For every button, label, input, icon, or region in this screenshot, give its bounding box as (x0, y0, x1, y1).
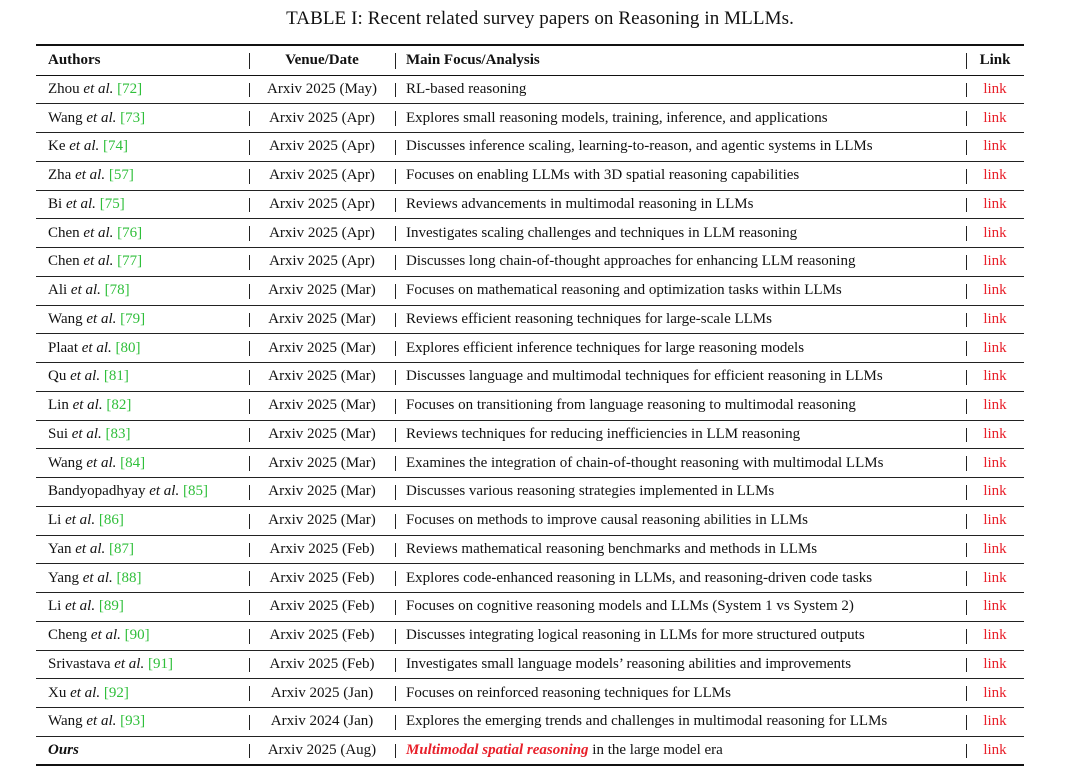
paper-link[interactable]: link (983, 483, 1007, 500)
author-cell (36, 391, 249, 420)
author-cell (36, 363, 249, 392)
venue-cell: Arxiv 2025 (Feb) (249, 650, 395, 679)
et-al: et al. (86, 109, 117, 126)
author-name: Bi (48, 195, 63, 212)
author-name: Zhou (48, 80, 80, 97)
et-al: et al. (83, 253, 114, 270)
author-name: Cheng (48, 627, 88, 644)
et-al: et al. (69, 138, 100, 155)
author-name: Yan (48, 540, 72, 557)
focus-cell: Focuses on enabling LLMs with 3D spatial reasoning capabilities (395, 161, 966, 190)
venue-cell: Arxiv 2025 (May) (249, 75, 395, 104)
ours-name: Ours (48, 741, 79, 758)
link-cell (966, 708, 1024, 737)
citation-number[interactable]: 78 (109, 282, 125, 299)
citation-link[interactable]: [93] (120, 713, 146, 730)
table-row (36, 650, 1024, 679)
author-name: Xu (48, 684, 67, 701)
author-cell (36, 420, 249, 449)
et-al: et al. (86, 310, 117, 327)
citation-link[interactable]: [87] (109, 540, 134, 557)
citation-number[interactable]: 73 (125, 109, 141, 126)
ours-focus-highlight: Multimodal spatial reasoning (406, 741, 589, 758)
venue-cell: Arxiv 2025 (Jan) (249, 679, 395, 708)
venue-cell: Arxiv 2025 (Apr) (249, 219, 395, 248)
venue-cell: Arxiv 2025 (Apr) (249, 161, 395, 190)
focus-cell: Explores efficient inference techniques for large reasoning models (395, 334, 966, 363)
table-row (36, 75, 1024, 104)
author-cell (36, 506, 249, 535)
paper-link[interactable]: link (983, 569, 1007, 586)
et-al: et al. (70, 368, 101, 385)
et-al: et al. (65, 195, 96, 212)
author-cell (36, 679, 249, 708)
paper-link[interactable]: link (983, 282, 1007, 299)
focus-cell: Focuses on reinforced reasoning techniques for LLMs (395, 679, 966, 708)
et-al: et al. (65, 598, 96, 615)
focus-cell: Discusses long chain-of-thought approaches for enhancing LLM reasoning (395, 248, 966, 277)
ours-focus-cell (395, 736, 966, 765)
author-cell (36, 593, 249, 622)
author-name: Wang (48, 454, 83, 471)
author-cell (36, 190, 249, 219)
venue-cell: Arxiv 2025 (Mar) (249, 420, 395, 449)
paper-link[interactable]: link (983, 454, 1007, 471)
citation-number[interactable]: 74 (108, 138, 123, 155)
author-cell (36, 161, 249, 190)
citation-link[interactable]: [86] (98, 512, 124, 529)
link-cell (966, 75, 1024, 104)
focus-cell: Discusses language and multimodal techniques for efficient reasoning in LLMs (395, 363, 966, 392)
survey-table (36, 44, 1024, 766)
author-name: Yang (48, 569, 79, 586)
table-row (36, 363, 1024, 392)
citation-number[interactable]: 77 (122, 253, 138, 270)
citation-number[interactable]: 90 (129, 627, 145, 644)
author-cell (36, 75, 249, 104)
citation-link[interactable]: [76] (117, 224, 143, 241)
author-cell (36, 650, 249, 679)
citation-number[interactable]: 72 (122, 80, 138, 97)
venue-cell: Arxiv 2025 (Feb) (249, 535, 395, 564)
ours-link-cell (966, 736, 1024, 765)
citation-number[interactable]: 79 (125, 310, 141, 327)
citation-number[interactable]: 88 (121, 569, 137, 586)
author-cell (36, 276, 249, 305)
paper-link[interactable]: link (983, 368, 1007, 385)
paper-link[interactable]: link (983, 655, 1007, 672)
link-cell (966, 305, 1024, 334)
link-cell (966, 564, 1024, 593)
et-al: et al. (114, 655, 145, 672)
author-name: Li (48, 512, 62, 529)
link-cell (966, 276, 1024, 305)
link-cell (966, 621, 1024, 650)
citation-link[interactable]: [72] (117, 80, 143, 97)
table-row (36, 593, 1024, 622)
paper-link[interactable]: link (983, 540, 1007, 557)
citation-number[interactable]: 81 (108, 368, 124, 385)
citation-number[interactable]: 92 (108, 684, 124, 701)
table-row (36, 190, 1024, 219)
citation-link[interactable]: [91] (147, 655, 173, 672)
link-cell (966, 161, 1024, 190)
link-cell (966, 219, 1024, 248)
link-cell (966, 363, 1024, 392)
citation-number[interactable]: 80 (120, 339, 136, 356)
et-al: et al. (149, 483, 180, 500)
citation-link[interactable]: [73] (120, 109, 146, 126)
link-cell (966, 420, 1024, 449)
header-authors: Authors (36, 45, 249, 75)
focus-cell: Discusses integrating logical reasoning in LLMs for more structured outputs (395, 621, 966, 650)
focus-cell: Reviews mathematical reasoning benchmarks and methods in LLMs (395, 535, 966, 564)
header-link: Link (966, 45, 1024, 75)
link-cell (966, 478, 1024, 507)
table-row (36, 161, 1024, 190)
author-cell (36, 334, 249, 363)
author-cell (36, 248, 249, 277)
venue-cell: Arxiv 2025 (Apr) (249, 133, 395, 162)
venue-cell: Arxiv 2025 (Feb) (249, 564, 395, 593)
venue-cell: Arxiv 2025 (Mar) (249, 391, 395, 420)
venue-cell: Arxiv 2025 (Mar) (249, 363, 395, 392)
paper-link[interactable]: link (983, 741, 1007, 758)
author-cell (36, 133, 249, 162)
focus-cell: Focuses on transitioning from language reasoning to multimodal reasoning (395, 391, 966, 420)
author-cell (36, 535, 249, 564)
citation-link[interactable]: [57] (108, 167, 134, 184)
table-row (36, 535, 1024, 564)
header-focus: Main Focus/Analysis (395, 45, 966, 75)
author-name: Plaat (48, 339, 78, 356)
citation-number[interactable]: 89 (103, 598, 119, 615)
link-cell (966, 506, 1024, 535)
author-name: Qu (48, 368, 67, 385)
et-al: et al. (81, 339, 112, 356)
link-cell (966, 190, 1024, 219)
author-cell (36, 305, 249, 334)
ours-venue-cell: Arxiv 2025 (Aug) (249, 736, 395, 765)
focus-cell: Discusses various reasoning strategies implemented in LLMs (395, 478, 966, 507)
author-name: Wang (48, 109, 83, 126)
author-name: Ke (48, 138, 66, 155)
et-al: et al. (83, 80, 114, 97)
paper-link[interactable]: link (983, 713, 1007, 730)
paper-link[interactable]: link (983, 397, 1007, 414)
author-cell (36, 621, 249, 650)
citation-link[interactable]: [74] (103, 138, 128, 155)
author-cell (36, 219, 249, 248)
citation-number[interactable]: 76 (122, 224, 138, 241)
et-al: et al. (82, 569, 113, 586)
table-row (36, 420, 1024, 449)
citation-link[interactable]: [81] (103, 368, 129, 385)
citation-number[interactable]: 84 (125, 454, 141, 471)
venue-cell: Arxiv 2025 (Mar) (249, 506, 395, 535)
focus-cell: Examines the integration of chain-of-thought reasoning with multimodal LLMs (395, 449, 966, 478)
link-cell (966, 248, 1024, 277)
venue-cell: Arxiv 2025 (Feb) (249, 621, 395, 650)
table-row (36, 248, 1024, 277)
venue-cell: Arxiv 2025 (Apr) (249, 190, 395, 219)
et-al: et al. (72, 397, 103, 414)
focus-cell: Explores small reasoning models, training, inference, and applications (395, 104, 966, 133)
citation-link[interactable]: [77] (117, 253, 143, 270)
header-row (36, 45, 1024, 75)
et-al: et al. (75, 540, 106, 557)
citation-link[interactable]: [85] (182, 483, 208, 500)
paper-link[interactable]: link (983, 627, 1007, 644)
header-venue: Venue/Date (249, 45, 395, 75)
et-al: et al. (65, 512, 96, 529)
focus-cell: Investigates small language models’ reasoning abilities and improvements (395, 650, 966, 679)
table-body (36, 75, 1024, 765)
table-row (36, 334, 1024, 363)
ours-focus-rest: in the large model era (588, 741, 723, 758)
citation-link[interactable]: [89] (98, 598, 124, 615)
citation-number[interactable]: 82 (111, 397, 127, 414)
table-row (36, 478, 1024, 507)
venue-cell: Arxiv 2025 (Apr) (249, 104, 395, 133)
table-row (36, 391, 1024, 420)
citation-number[interactable]: 86 (103, 512, 119, 529)
paper-link[interactable]: link (983, 253, 1007, 270)
author-name: Sui (48, 425, 69, 442)
paper-link[interactable]: link (983, 138, 1007, 155)
venue-cell: Arxiv 2025 (Mar) (249, 449, 395, 478)
table-row (36, 679, 1024, 708)
et-al: et al. (83, 224, 114, 241)
link-cell (966, 593, 1024, 622)
focus-cell: Explores the emerging trends and challenges in multimodal reasoning for LLMs (395, 708, 966, 737)
citation-number[interactable]: 57 (113, 167, 129, 184)
citation-number[interactable]: 87 (114, 540, 129, 557)
focus-cell: RL-based reasoning (395, 75, 966, 104)
table-row (36, 506, 1024, 535)
venue-cell: Arxiv 2025 (Mar) (249, 334, 395, 363)
table-caption: TABLE I: Recent related survey papers on Reasoning in MLLMs. (286, 8, 794, 29)
citation-link[interactable]: [78] (104, 282, 130, 299)
author-name: Chen (48, 253, 80, 270)
link-cell (966, 679, 1024, 708)
focus-cell: Discusses inference scaling, learning-to-reason, and agentic systems in LLMs (395, 133, 966, 162)
citation-number[interactable]: 93 (125, 713, 141, 730)
link-cell (966, 449, 1024, 478)
paper-link[interactable]: link (983, 684, 1007, 701)
author-cell (36, 478, 249, 507)
author-cell (36, 104, 249, 133)
author-cell (36, 449, 249, 478)
citation-link[interactable]: [75] (99, 195, 125, 212)
table-row (36, 564, 1024, 593)
focus-cell: Reviews efficient reasoning techniques for large-scale LLMs (395, 305, 966, 334)
table-row (36, 621, 1024, 650)
et-al: et al. (90, 627, 121, 644)
author-cell (36, 564, 249, 593)
et-al: et al. (70, 282, 101, 299)
citation-link[interactable]: [88] (116, 569, 142, 586)
paper-link[interactable]: link (983, 109, 1007, 126)
focus-cell: Focuses on cognitive reasoning models and LLMs (System 1 vs System 2) (395, 593, 966, 622)
focus-cell: Focuses on mathematical reasoning and optimization tasks within LLMs (395, 276, 966, 305)
et-al: et al. (86, 713, 117, 730)
author-name: Srivastava (48, 655, 111, 672)
venue-cell: Arxiv 2025 (Mar) (249, 276, 395, 305)
citation-link[interactable]: [83] (105, 425, 131, 442)
citation-number[interactable]: 91 (152, 655, 168, 672)
author-name: Bandyopadhyay (48, 483, 146, 500)
paper-link[interactable]: link (983, 310, 1007, 327)
author-name: Zha (48, 167, 72, 184)
table-row (36, 276, 1024, 305)
link-cell (966, 391, 1024, 420)
paper-link[interactable]: link (983, 339, 1007, 356)
citation-number[interactable]: 83 (110, 425, 126, 442)
venue-cell: Arxiv 2024 (Jan) (249, 708, 395, 737)
author-name: Li (48, 598, 62, 615)
citation-link[interactable]: [80] (115, 339, 141, 356)
paper-link[interactable]: link (983, 195, 1007, 212)
ours-row (36, 736, 1024, 765)
author-name: Wang (48, 310, 83, 327)
venue-cell: Arxiv 2025 (Mar) (249, 305, 395, 334)
venue-cell: Arxiv 2025 (Apr) (249, 248, 395, 277)
table-row (36, 133, 1024, 162)
link-cell (966, 535, 1024, 564)
link-cell (966, 650, 1024, 679)
table-row (36, 449, 1024, 478)
link-cell (966, 133, 1024, 162)
link-cell (966, 104, 1024, 133)
table-row (36, 219, 1024, 248)
focus-cell: Reviews advancements in multimodal reasoning in LLMs (395, 190, 966, 219)
author-cell (36, 708, 249, 737)
table-row (36, 104, 1024, 133)
author-name: Lin (48, 397, 69, 414)
focus-cell: Explores code-enhanced reasoning in LLMs, and reasoning-driven code tasks (395, 564, 966, 593)
focus-cell: Reviews techniques for reducing inefficiencies in LLM reasoning (395, 420, 966, 449)
citation-link[interactable]: [90] (124, 627, 150, 644)
paper-link[interactable]: link (983, 80, 1007, 97)
et-al: et al. (75, 167, 106, 184)
author-name: Wang (48, 713, 83, 730)
et-al: et al. (70, 684, 101, 701)
citation-link[interactable]: [84] (120, 454, 146, 471)
ours-author-cell (36, 736, 249, 765)
citation-link[interactable]: [79] (120, 310, 146, 327)
table-row (36, 708, 1024, 737)
focus-cell: Focuses on methods to improve causal reasoning abilities in LLMs (395, 506, 966, 535)
venue-cell: Arxiv 2025 (Feb) (249, 593, 395, 622)
paper-link[interactable]: link (983, 425, 1007, 442)
citation-link[interactable]: [82] (106, 397, 132, 414)
paper-link[interactable]: link (983, 512, 1007, 529)
focus-cell: Investigates scaling challenges and techniques in LLM reasoning (395, 219, 966, 248)
table-row (36, 305, 1024, 334)
paper-link[interactable]: link (983, 598, 1007, 615)
paper-link[interactable]: link (983, 167, 1007, 184)
venue-cell: Arxiv 2025 (Mar) (249, 478, 395, 507)
paper-link[interactable]: link (983, 224, 1007, 241)
citation-number[interactable]: 75 (104, 195, 120, 212)
citation-link[interactable]: [92] (103, 684, 129, 701)
author-name: Ali (48, 282, 68, 299)
et-al: et al. (71, 425, 102, 442)
link-cell (966, 334, 1024, 363)
citation-number[interactable]: 85 (187, 483, 203, 500)
et-al: et al. (86, 454, 117, 471)
author-name: Chen (48, 224, 80, 241)
